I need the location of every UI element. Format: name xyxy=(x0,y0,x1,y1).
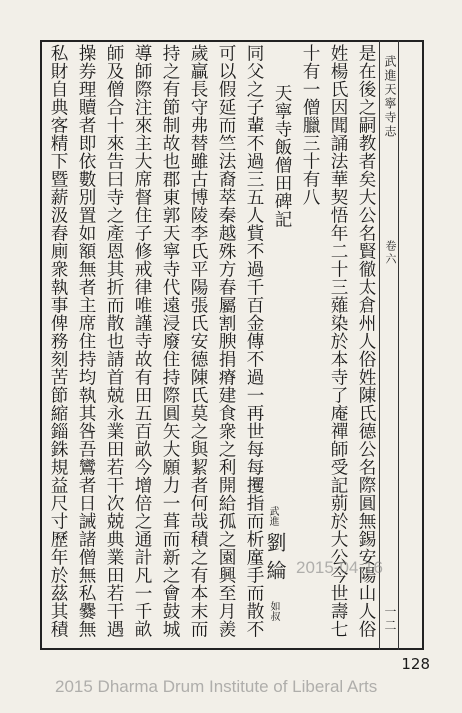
text-column: 私財自典客精下暨薪汲舂廁衆執事俾務刻苦節縮錙銖規益尺寸歷年於茲其積 xyxy=(48,44,68,638)
text-column: 歲贏長守弗替雖古博陵李氏平陽張氏安德陳氏莫之與絜者何哉積之有本末而 xyxy=(188,44,208,638)
text-column: 姓楊氏因聞誦法華契悟年二十三薙染於本寺了庵禪師受記莂於大公今世壽七 xyxy=(328,44,348,638)
text-column: 可以假延而竺法裔萃秦越殊方春屬割腴捐瘠建食衆之利開給孤之園興至月羨 xyxy=(216,44,236,638)
text-column: 持之有節制故也郡東郭天寧寺代遠浸廢住持際圓矢大願力一葺而新之會鼓城 xyxy=(160,44,180,638)
author-name: 劉綸 xyxy=(263,532,287,588)
text-column: 師及僧合十來告曰寺之產恩其折而散也請首兢永業田若干次兢典業田若干遇 xyxy=(104,44,124,638)
book-title: 武進天寧寺志 xyxy=(383,55,397,139)
watermark-institute: 2015 Dharma Drum Institute of Liberal Arts xyxy=(55,677,378,696)
text-column: 同父之子輩不過三五人貲不過千百金傳不過一再世每每攫指而析廑手而散不 xyxy=(244,44,264,638)
text-column: 十有一僧臘三十有八 xyxy=(300,44,320,206)
page-label: 一二 xyxy=(383,605,397,633)
text-body xyxy=(44,44,376,646)
text-column: 導師際注來主大席督住子修戒律唯謹寺故有田五百畝今增倍之通計凡一千畝 xyxy=(132,44,152,638)
text-column: 操券理贖者即依數別置如額無者主席住持均執其咎吾鸞者日誡諸僧無私爨無 xyxy=(76,44,96,638)
stele-title: 天寧寺飯僧田碑記 xyxy=(272,84,292,228)
text-column: 是在後之嗣教者矣大公名賢徹太倉州人俗姓陳氏德公名際圓無錫安陽山人俗 xyxy=(356,44,376,638)
watermark-date: 2015-04-16 xyxy=(296,558,383,577)
volume-label: 卷六 xyxy=(384,240,397,266)
author-place: 武進 xyxy=(267,506,278,526)
page-number: 128 xyxy=(401,655,430,673)
author-style-name: 如叔 xyxy=(268,601,279,621)
